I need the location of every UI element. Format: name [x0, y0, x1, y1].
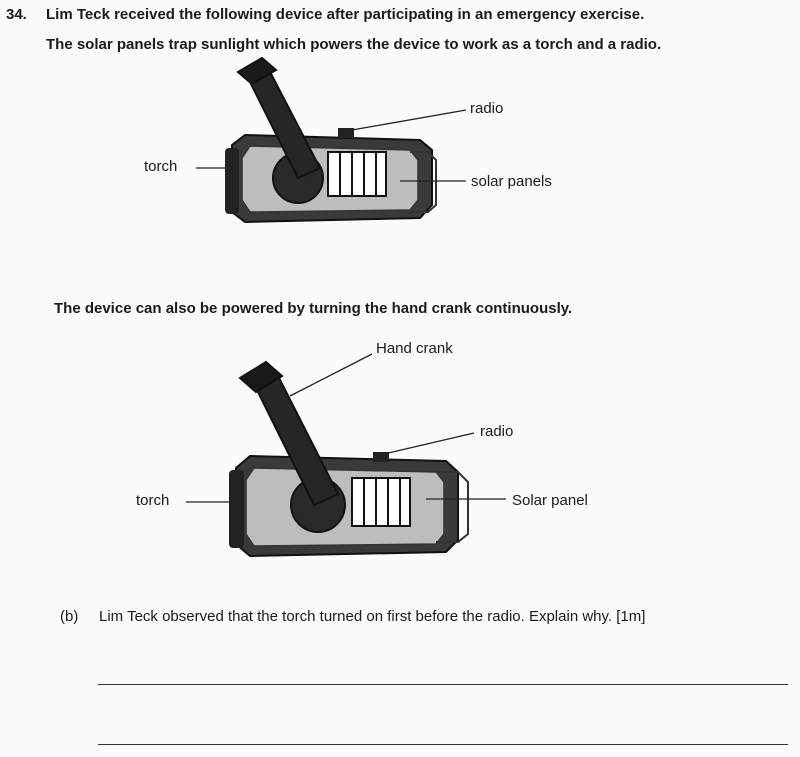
torch-end [225, 148, 239, 214]
label-solar-panels: solar panels [471, 173, 552, 190]
label-radio-1: radio [470, 100, 504, 117]
part-b-question: Lim Teck observed that the torch turned on first before the radio. Explain why. [1m] [99, 608, 646, 625]
part-b-label: (b) [60, 608, 79, 625]
question-number: 34. [6, 6, 27, 23]
device-figure-2 [0, 330, 800, 580]
device-figure-1 [0, 52, 800, 292]
label-torch-2: torch [136, 492, 170, 509]
question-line-3: The device can also be powered by turning the hand crank continuously. [54, 300, 573, 317]
torch-end [229, 470, 244, 548]
answer-line-2[interactable] [98, 744, 788, 745]
answer-line-1[interactable] [98, 684, 788, 685]
question-line-1: Lim Teck received the following device after participating in an emergency exercise. [46, 6, 645, 23]
question-line-2: The solar panels trap sunlight which powers the device to work as a torch and a radio. [46, 36, 662, 53]
solar-panel [328, 152, 386, 196]
solar-panel [352, 478, 410, 526]
radio-knob [338, 128, 354, 138]
label-torch-1: torch [144, 158, 178, 175]
label-hand-crank: Hand crank [376, 340, 453, 357]
label-radio-2: radio [480, 423, 514, 440]
label-solar-panel: Solar panel [512, 492, 588, 509]
